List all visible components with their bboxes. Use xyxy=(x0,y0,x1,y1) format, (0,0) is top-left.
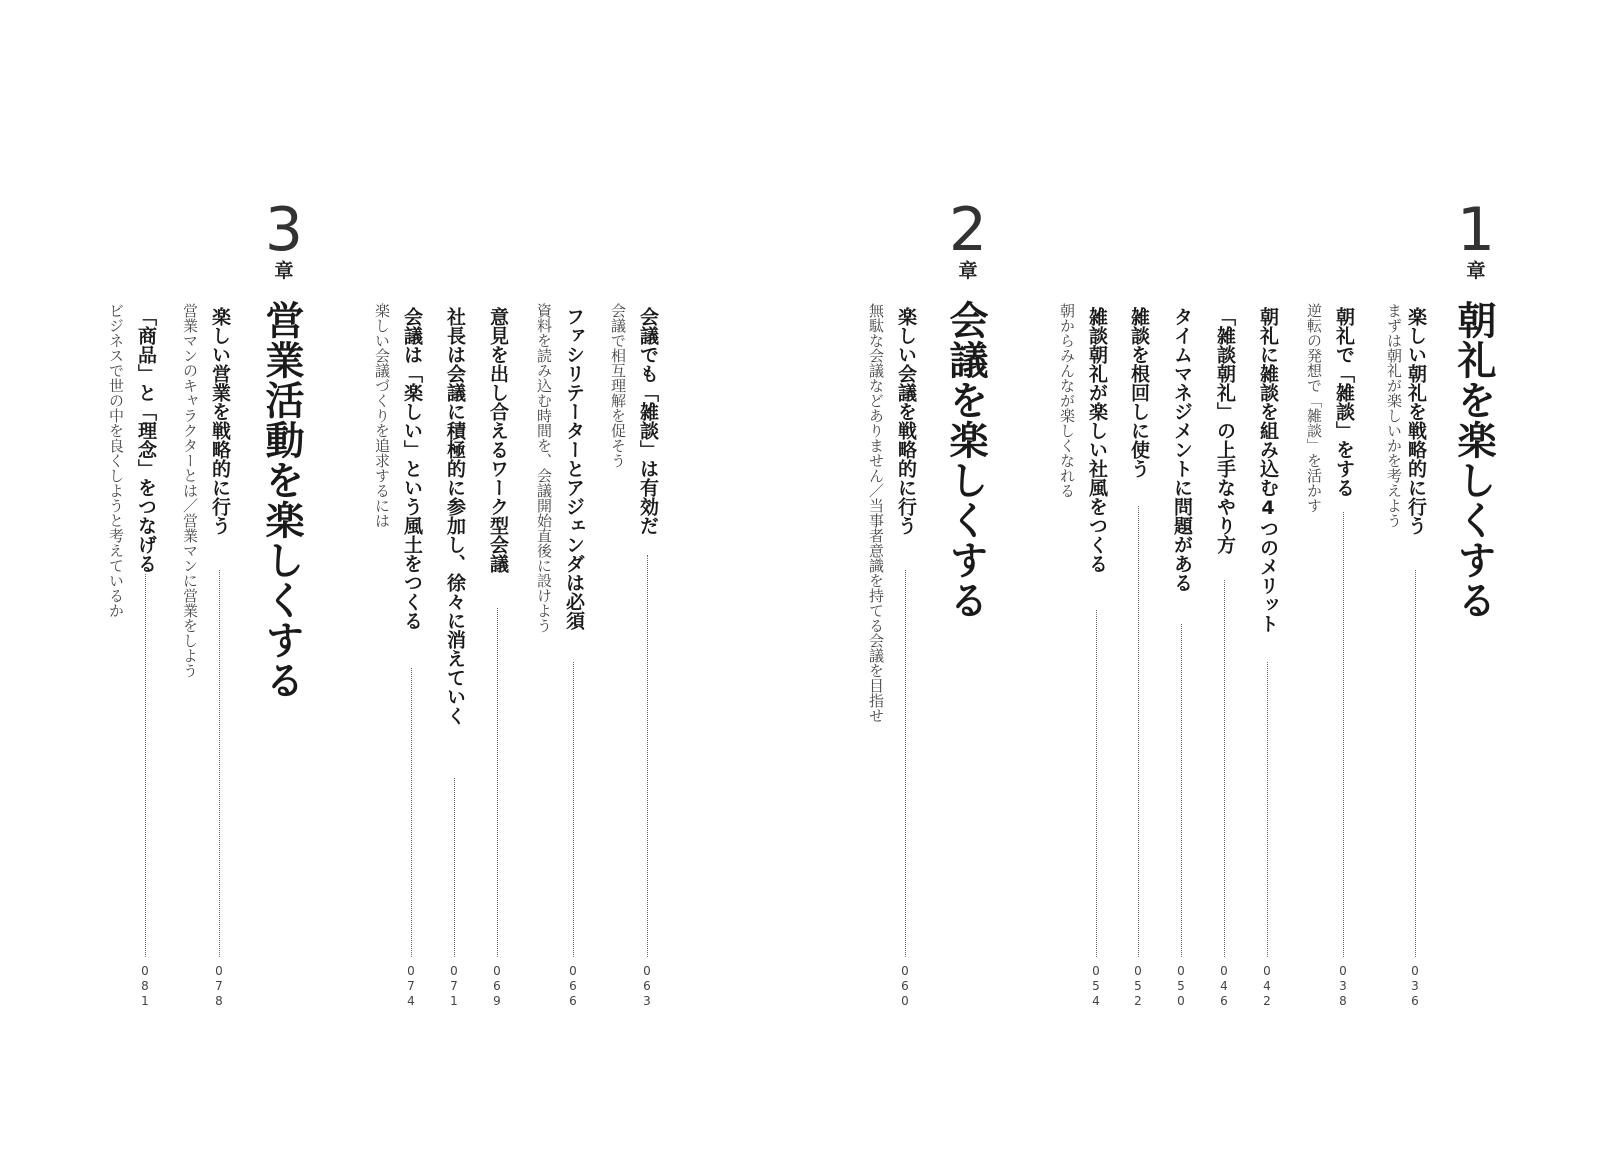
entry-title[interactable]: 「雑談朝礼」の上手なやり方 xyxy=(1214,307,1236,554)
chapter-title: 朝礼を楽しくする xyxy=(1451,300,1496,620)
entry-subtitle: 資料を読み込む時間を、会議開始直後に設けよう xyxy=(535,303,553,633)
leader-dots xyxy=(497,608,498,957)
leader-dots xyxy=(1224,580,1225,957)
leader-dots xyxy=(1181,624,1182,957)
entry-title[interactable]: 楽しい朝礼を戦略的に行う xyxy=(1405,307,1427,535)
entry-title[interactable]: 朝礼に雑談を組み込む4つのメリット xyxy=(1257,307,1279,633)
chapter-suffix: 章 xyxy=(958,260,978,282)
entry-subtitle: ビジネスで世の中を良くしようと考えているか xyxy=(107,303,125,618)
entry-subtitle: 逆転の発想で「雑談」を活かす xyxy=(1305,303,1323,513)
leader-dots xyxy=(411,668,412,957)
entry-title[interactable]: 雑談を根回しに使う xyxy=(1128,307,1150,478)
leader-dots xyxy=(1415,570,1416,957)
page-number: 0 5 2 xyxy=(1134,964,1142,1008)
entry-subtitle: まずは朝礼が楽しいかを考えよう xyxy=(1385,303,1403,528)
leader-dots xyxy=(1267,662,1268,957)
entry-title[interactable]: 会議でも「雑談」は有効だ xyxy=(637,307,659,535)
page-number: 0 7 8 xyxy=(215,964,223,1008)
page-number: 0 6 3 xyxy=(643,964,651,1008)
leader-dots xyxy=(1096,610,1097,957)
page-number: 0 7 4 xyxy=(407,964,415,1008)
entry-subtitle: 営業マンのキャラクターとは／営業マンに営業をしよう xyxy=(181,303,199,678)
leader-dots xyxy=(219,570,220,957)
page-number: 0 4 6 xyxy=(1220,964,1228,1008)
entry-title[interactable]: 楽しい営業を戦略的に行う xyxy=(209,307,231,535)
chapter-number: 3 xyxy=(264,195,304,265)
page-number: 0 3 8 xyxy=(1339,964,1347,1008)
leader-dots xyxy=(454,778,455,957)
page-number: 0 5 0 xyxy=(1177,964,1185,1008)
entry-title[interactable]: 雑談朝礼が楽しい社風をつくる xyxy=(1086,307,1108,573)
chapter-suffix: 章 xyxy=(274,260,294,282)
page-number: 0 3 6 xyxy=(1411,964,1419,1008)
leader-dots xyxy=(1343,512,1344,957)
page-number: 0 6 0 xyxy=(901,964,909,1008)
leader-dots xyxy=(647,555,648,957)
chapter-number: 2 xyxy=(948,195,988,265)
page-number: 0 4 2 xyxy=(1263,964,1271,1008)
leader-dots xyxy=(905,570,906,957)
leader-dots xyxy=(145,574,146,957)
page-number: 0 7 1 xyxy=(450,964,458,1008)
entry-subtitle: 会議で相互理解を促そう xyxy=(609,303,627,468)
entry-title[interactable]: 意見を出し合えるワーク型会議 xyxy=(487,307,509,573)
entry-subtitle: 朝からみんなが楽しくなれる xyxy=(1058,303,1076,498)
page-number: 0 6 9 xyxy=(493,964,501,1008)
page-number: 0 5 4 xyxy=(1092,964,1100,1008)
entry-title[interactable]: タイムマネジメントに問題がある xyxy=(1171,307,1193,592)
entry-title[interactable]: 「商品」と「理念」をつなげる xyxy=(135,307,157,573)
entry-title[interactable]: ファシリテーターとアジェンダは必須 xyxy=(563,307,585,630)
entry-title[interactable]: 会議は「楽しい」という風土をつくる xyxy=(401,307,423,630)
chapter-title: 会議を楽しくする xyxy=(943,300,988,620)
entry-title[interactable]: 楽しい会議を戦略的に行う xyxy=(895,307,917,535)
page-number: 0 6 6 xyxy=(569,964,577,1008)
entry-title[interactable]: 朝礼で「雑談」をする xyxy=(1333,307,1355,497)
leader-dots xyxy=(573,662,574,957)
entry-title[interactable]: 社長は会議に積極的に参加し、徐々に消えていく xyxy=(444,307,466,725)
chapter-title: 営業活動を楽しくする xyxy=(259,300,304,700)
entry-subtitle: 無駄な会議などありません／当事者意識を持てる会議を目指せ xyxy=(867,303,885,723)
leader-dots xyxy=(1138,506,1139,957)
entry-subtitle: 楽しい会議づくりを追求するには xyxy=(373,303,391,528)
page-number: 0 8 1 xyxy=(141,964,149,1008)
chapter-suffix: 章 xyxy=(1466,260,1486,282)
chapter-number: 1 xyxy=(1456,195,1496,265)
